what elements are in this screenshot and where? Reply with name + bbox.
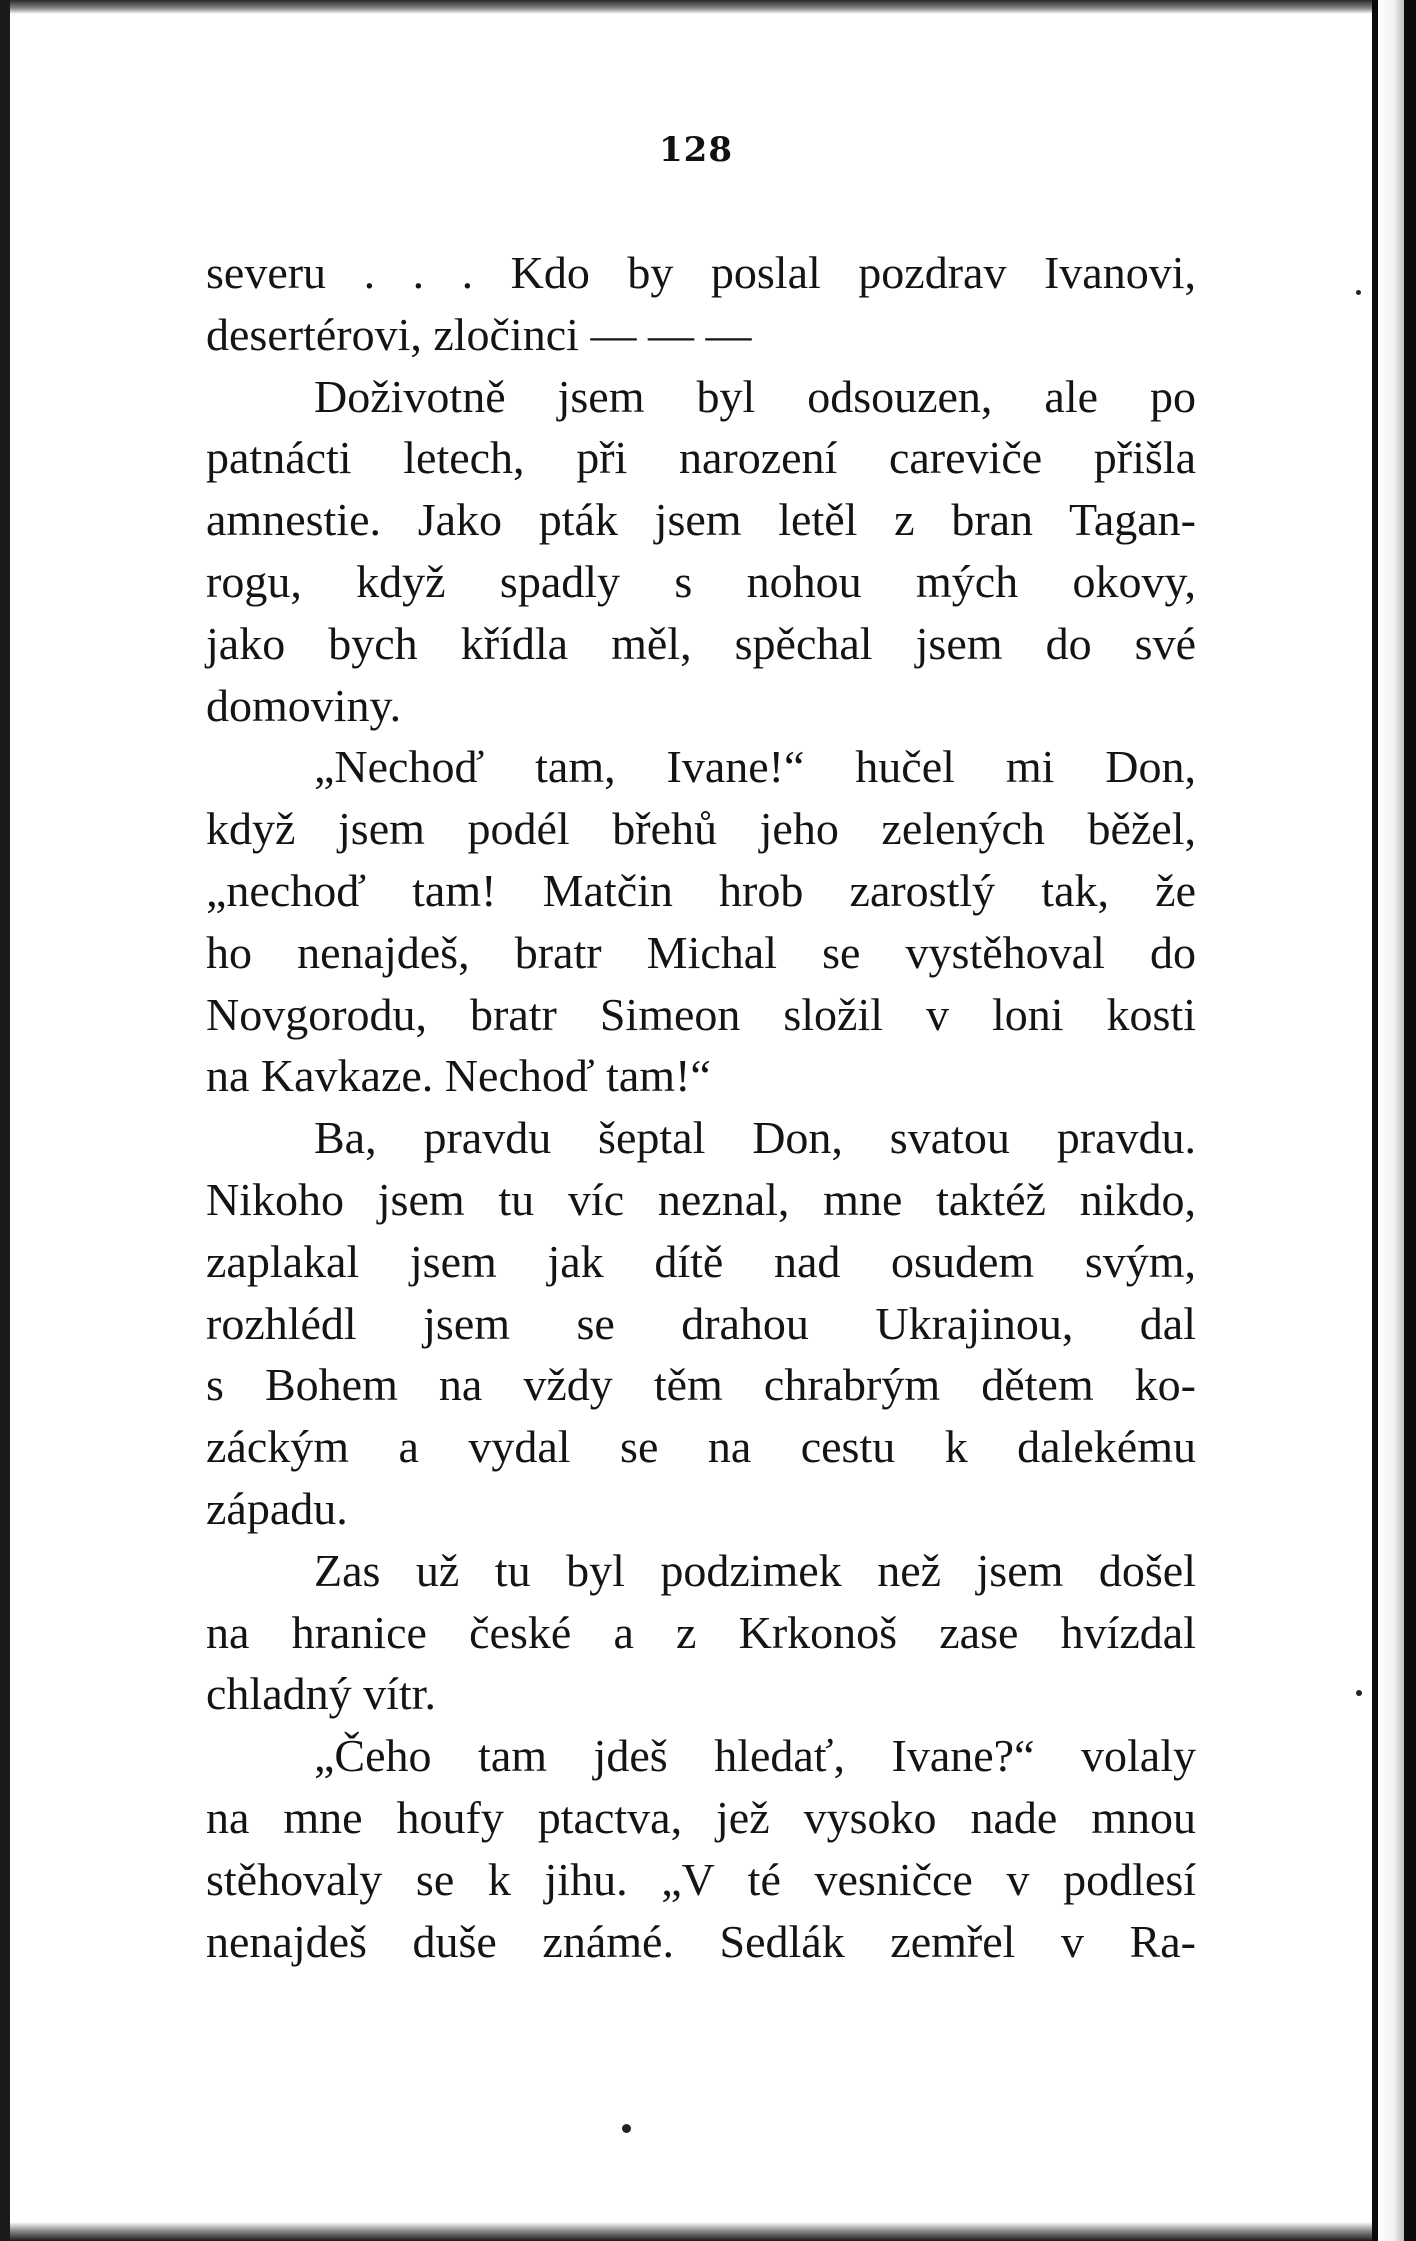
text-line: Nikoho jsem tu víc neznal, mne taktéž nikdo, — [206, 1173, 1196, 1225]
ink-speck — [1356, 1690, 1362, 1696]
text-line: chladný vítr. — [206, 1668, 436, 1720]
text-line: „Čeho tam jdeš hledať, Ivane?“ volaly — [314, 1730, 1196, 1782]
body-text — [206, 242, 1196, 1972]
ink-speck — [622, 2124, 631, 2133]
text-line: jako bych křídla měl, spěchal jsem do své — [206, 617, 1196, 669]
scan-right-edge — [1372, 0, 1416, 2241]
text-line: „Nechoď tam, Ivane!“ hučel mi Don, — [314, 741, 1196, 793]
text-line: rozhlédl jsem se drahou Ukrajinou, dal — [206, 1297, 1196, 1349]
adjacent-page-strip — [1378, 0, 1404, 2241]
page-number: 128 — [659, 130, 733, 170]
text-line: Doživotně jsem byl odsouzen, ale po — [314, 370, 1196, 422]
text-line: na Kavkaze. Nechoď tam!“ — [206, 1050, 711, 1102]
scan-top-edge — [10, 0, 1372, 14]
text-line: desertérovi, zločinci — — — — [206, 308, 752, 360]
text-line: „nechoď tam! Matčin hrob zarostlý tak, že — [206, 864, 1196, 916]
text-line: Novgorodu, bratr Simeon složil v loni kosti — [206, 988, 1196, 1040]
text-line: když jsem podél břehů jeho zelených běžel, — [206, 803, 1196, 855]
ink-speck — [1356, 290, 1361, 295]
text-line: Zas už tu byl podzimek než jsem došel — [314, 1544, 1196, 1596]
scan-bottom-edge — [10, 2222, 1372, 2241]
text-line: rogu, když spadly s nohou mých okovy, — [206, 555, 1196, 607]
text-line: zaplakal jsem jak dítě nad osudem svým, — [206, 1235, 1196, 1287]
text-line: záckým a vydal se na cestu k dalekému — [206, 1421, 1196, 1473]
text-line: severu . . . Kdo by poslal pozdrav Ivanovi, — [206, 247, 1196, 298]
text-line: nenajdeš duše známé. Sedlák zemřel v Ra- — [206, 1915, 1196, 1967]
text-line: na mne houfy ptactva, jež vysoko nade mnou — [206, 1791, 1196, 1843]
text-line: domoviny. — [206, 679, 402, 731]
text-line: Ba, pravdu šeptal Don, svatou pravdu. — [314, 1112, 1196, 1164]
text-line: západu. — [206, 1482, 348, 1534]
text-line: s Bohem na vždy těm chrabrým dětem ko- — [206, 1359, 1196, 1411]
text-line: amnestie. Jako pták jsem letěl z bran Tagan- — [206, 494, 1196, 546]
text-line: stěhovaly se k jihu. „V té vesničce v podlesí — [206, 1853, 1196, 1905]
text-line: patnácti letech, při narození careviče přišla — [206, 432, 1196, 484]
text-line: ho nenajdeš, bratr Michal se vystěhoval do — [206, 926, 1196, 978]
text-line: na hranice české a z Krkonoš zase hvízdal — [206, 1606, 1196, 1658]
